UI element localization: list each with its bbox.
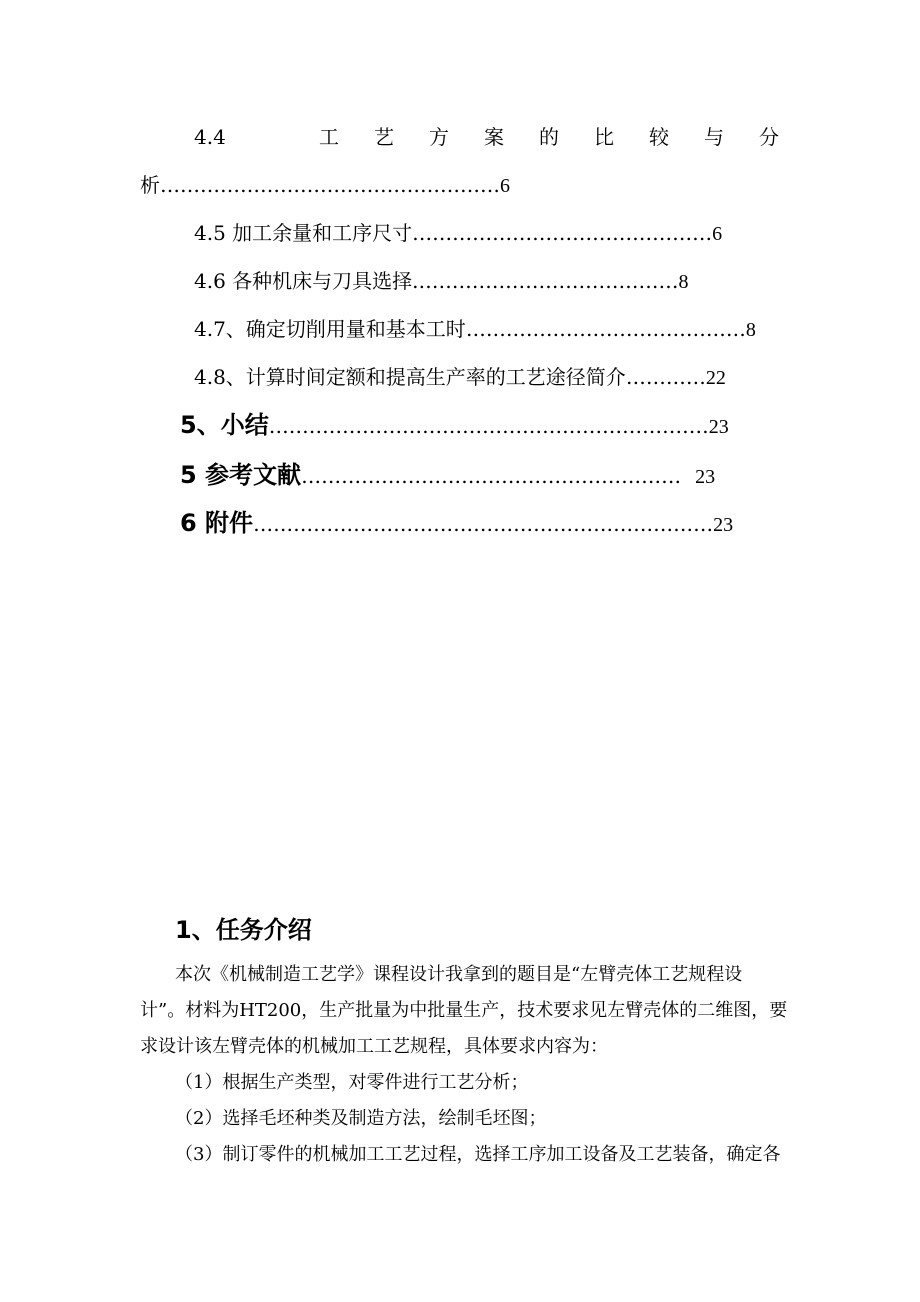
toc-item-6[interactable]: 6 附件……………………………………………………………23 bbox=[180, 509, 734, 537]
requirement-2: （2）选择毛坯种类及制造方法，绘制毛坯图； bbox=[175, 1108, 547, 1129]
toc-page-number: 6 bbox=[500, 175, 510, 197]
toc-page-number: 23 bbox=[713, 514, 734, 536]
toc-item-5[interactable]: 5、小结…………………………………………………………23 bbox=[180, 411, 729, 439]
toc-item-4-8[interactable]: 4.8、计算时间定额和提高生产率的工艺途径简介…………22 bbox=[194, 365, 726, 389]
toc-item-4-5[interactable]: 4.5 加工余量和工序尺寸………………………………………6 bbox=[194, 221, 723, 245]
toc-item-4-4-continuation[interactable]: 析……………………………………………6 bbox=[140, 173, 510, 197]
toc-item-references[interactable]: 5 参考文献………………………………………………… 23 bbox=[180, 461, 716, 489]
toc-item-4-7[interactable]: 4.7、确定切削用量和基本工时……………………………………8 bbox=[194, 317, 756, 341]
toc-page-number: 8 bbox=[678, 271, 689, 293]
toc-4-4-number: 4.4 bbox=[194, 125, 226, 149]
intro-line-2: 计”。材料为HT200，生产批量为中批量生产，技术要求见左臂壳体的二维图，要 bbox=[140, 1000, 788, 1021]
section-heading: 1、任务介绍 bbox=[175, 916, 312, 944]
intro-line-3: 求设计该左臂壳体的机械加工工艺规程，具体要求内容为： bbox=[140, 1036, 608, 1057]
toc-page-number: 23 bbox=[708, 416, 729, 438]
intro-line-1: 本次《机械制造工艺学》课程设计我拿到的题目是“左臂壳体工艺规程设 bbox=[175, 964, 743, 985]
toc-item-4-6[interactable]: 4.6 各种机床与刀具选择.…………………………………8 bbox=[194, 269, 689, 293]
requirement-1: （1）根据生产类型，对零件进行工艺分析； bbox=[175, 1072, 529, 1093]
requirement-3: （3）制订零件的机械加工工艺过程，选择工序加工设备及工艺装备，确定各 bbox=[175, 1144, 781, 1165]
toc-page-number: 23 bbox=[695, 466, 716, 488]
toc-page-number: 6 bbox=[712, 223, 723, 245]
toc-item-4-4[interactable]: 4.4 工 艺 方 案 的 比 较 与 分 bbox=[194, 125, 779, 149]
toc-page-number: 22 bbox=[705, 367, 726, 389]
toc-page-number: 8 bbox=[745, 319, 756, 341]
